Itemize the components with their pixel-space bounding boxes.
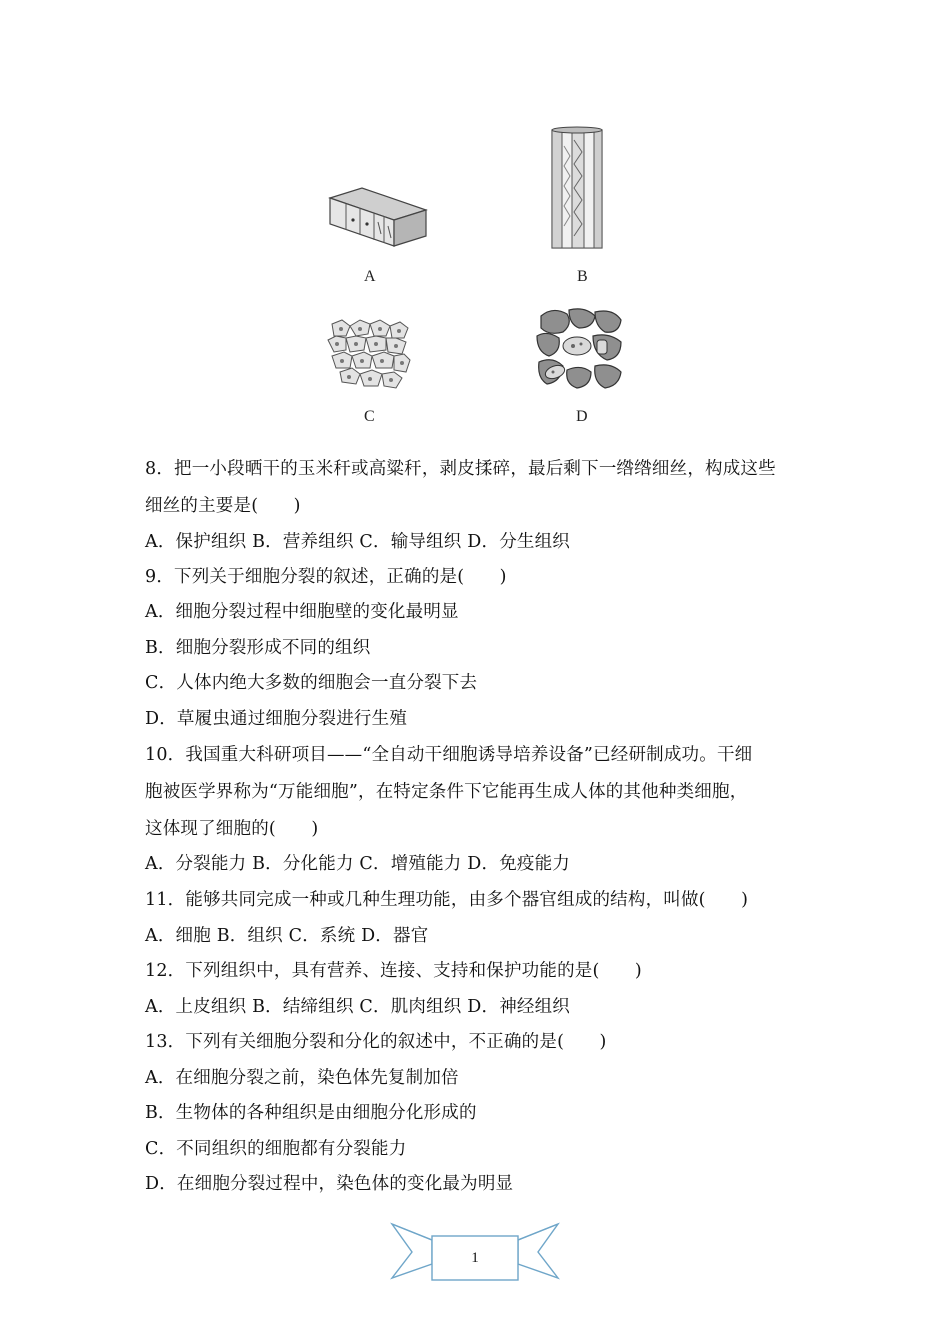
figure-label-c: C <box>364 408 375 425</box>
question-8-line-2: 细丝的主要是( ) <box>145 496 301 516</box>
question-13-option-d: D．在细胞分裂过程中，染色体的变化最为明显 <box>145 1174 514 1194</box>
question-13-option-a: A．在细胞分裂之前，染色体先复制加倍 <box>145 1068 459 1088</box>
question-9-option-c: C．人体内绝大多数的细胞会一直分裂下去 <box>145 673 478 693</box>
question-10-line-3: 这体现了细胞的( ) <box>145 819 319 839</box>
question-12-stem: 12．下列组织中，具有营养、连接、支持和保护功能的是( ) <box>145 961 642 981</box>
question-8-options: A．保护组织 B．营养组织 C．输导组织 D．分生组织 <box>145 532 571 552</box>
question-10-line-2: 胞被医学界称为“万能细胞”，在特定条件下它能再生成人体的其他种类细胞， <box>145 782 748 802</box>
question-10-options: A．分裂能力 B．分化能力 C．增殖能力 D．免疫能力 <box>145 854 571 874</box>
question-12-options: A．上皮组织 B．结缔组织 C．肌肉组织 D．神经组织 <box>145 997 571 1017</box>
question-13-option-c: C．不同组织的细胞都有分裂能力 <box>145 1139 407 1159</box>
question-13-option-b: B．生物体的各种组织是由细胞分化形成的 <box>145 1103 477 1123</box>
question-9-option-a: A．细胞分裂过程中细胞壁的变化最明显 <box>145 602 459 622</box>
question-9-option-b: B．细胞分裂形成不同的组织 <box>145 638 371 658</box>
question-9-stem: 9．下列关于细胞分裂的叙述，正确的是( ) <box>145 567 507 587</box>
question-11-options: A．细胞 B．组织 C．系统 D．器官 <box>145 926 429 946</box>
question-13-stem: 13．下列有关细胞分裂和分化的叙述中，不正确的是( ) <box>145 1032 607 1052</box>
question-11-stem: 11．能够共同完成一种或几种生理功能，由多个器官组成的结构，叫做( ) <box>145 890 749 910</box>
figure-d-cell-mass <box>533 306 625 390</box>
figure-c-cell-cluster <box>322 316 414 394</box>
question-8-line-1: 8．把一小段晒干的玉米秆或高粱秆，剥皮揉碎，最后剩下一绺绺细丝，构成这些 <box>145 459 776 479</box>
figure-b-conducting-tissue <box>548 126 606 252</box>
question-9-option-d: D．草履虫通过细胞分裂进行生殖 <box>145 709 408 729</box>
figure-label-a: A <box>364 268 376 285</box>
question-10-line-1: 10．我国重大科研项目——“全自动干细胞诱导培养设备”已经研制成功。干细 <box>145 745 753 765</box>
figure-label-d: D <box>576 408 588 425</box>
figure-a-protective-tissue <box>322 186 432 252</box>
page-number: 1 <box>471 1250 479 1266</box>
figure-label-b: B <box>577 268 588 285</box>
